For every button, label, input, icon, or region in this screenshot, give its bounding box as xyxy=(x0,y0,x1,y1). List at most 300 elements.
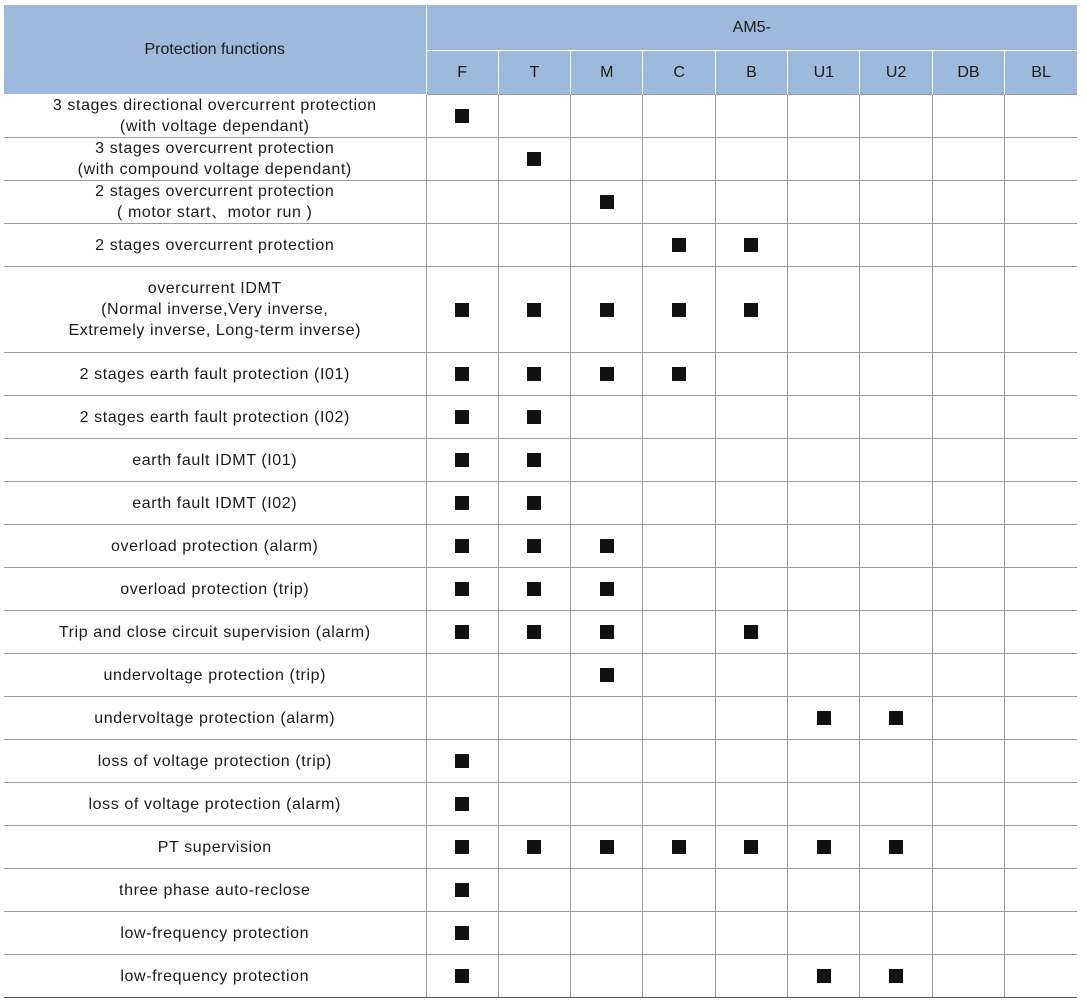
model-cell-f xyxy=(426,740,498,783)
supported-mark-icon xyxy=(527,582,541,596)
supported-mark-icon xyxy=(889,969,903,983)
function-name-line: 3 stages overcurrent protection xyxy=(95,140,335,157)
table-row xyxy=(4,482,1077,525)
model-cell-t xyxy=(498,611,570,654)
model-cell-bl xyxy=(1005,869,1077,912)
model-cell-t xyxy=(498,869,570,912)
model-cell-u2 xyxy=(860,267,932,353)
supported-mark-icon xyxy=(455,410,469,424)
function-name-line: 2 stages overcurrent protection xyxy=(95,236,335,254)
function-name-cell xyxy=(4,740,426,783)
function-name-line: three phase auto-reclose xyxy=(119,881,311,899)
supported-mark-icon xyxy=(744,840,758,854)
supported-mark-icon xyxy=(455,840,469,854)
supported-mark-icon xyxy=(527,367,541,381)
model-cell-c xyxy=(643,482,715,525)
supported-mark-icon xyxy=(600,668,614,682)
supported-mark-icon xyxy=(455,539,469,553)
model-cell-bl xyxy=(1005,654,1077,697)
supported-mark-icon xyxy=(889,711,903,725)
model-cell-b xyxy=(715,568,787,611)
model-cell-u1 xyxy=(788,95,860,138)
model-cell-db xyxy=(932,568,1004,611)
model-cell-m xyxy=(571,95,643,138)
model-cell-c xyxy=(643,697,715,740)
model-cell-db xyxy=(932,955,1004,998)
table-row xyxy=(4,525,1077,568)
supported-mark-icon xyxy=(817,711,831,725)
model-cell-f xyxy=(426,439,498,482)
model-cell-bl xyxy=(1005,482,1077,525)
supported-mark-icon xyxy=(455,883,469,897)
supported-mark-icon xyxy=(455,625,469,639)
table-row xyxy=(4,267,1077,353)
function-name-line: 2 stages earth fault protection (I01) xyxy=(79,365,350,383)
model-cell-c xyxy=(643,740,715,783)
model-cell-f xyxy=(426,267,498,353)
model-cell-db xyxy=(932,783,1004,826)
model-cell-b xyxy=(715,955,787,998)
model-cell-c xyxy=(643,568,715,611)
function-name-line: (with compound voltage dependant) xyxy=(77,161,352,178)
model-group-header: AM5- xyxy=(426,5,1077,51)
table-row xyxy=(4,181,1077,224)
model-cell-u2 xyxy=(860,482,932,525)
model-cell-b xyxy=(715,267,787,353)
model-header-u1: U1 xyxy=(788,51,860,95)
function-name-line: (Normal inverse,Very inverse, xyxy=(101,301,329,318)
model-cell-f xyxy=(426,783,498,826)
supported-mark-icon xyxy=(600,539,614,553)
model-cell-f xyxy=(426,912,498,955)
function-name-cell xyxy=(4,525,426,568)
function-name-cell xyxy=(4,482,426,525)
model-cell-db xyxy=(932,482,1004,525)
model-cell-bl xyxy=(1005,224,1077,267)
model-cell-m xyxy=(571,826,643,869)
model-cell-bl xyxy=(1005,912,1077,955)
supported-mark-icon xyxy=(455,926,469,940)
model-cell-u2 xyxy=(860,396,932,439)
function-name-cell xyxy=(4,353,426,396)
supported-mark-icon xyxy=(527,453,541,467)
model-header-u2: U2 xyxy=(860,51,932,95)
model-cell-bl xyxy=(1005,138,1077,181)
model-cell-t xyxy=(498,955,570,998)
model-cell-c xyxy=(643,95,715,138)
model-cell-u1 xyxy=(788,482,860,525)
supported-mark-icon xyxy=(600,367,614,381)
model-cell-u2 xyxy=(860,95,932,138)
supported-mark-icon xyxy=(744,625,758,639)
model-cell-f xyxy=(426,224,498,267)
model-cell-bl xyxy=(1005,568,1077,611)
model-cell-db xyxy=(932,740,1004,783)
model-cell-bl xyxy=(1005,267,1077,353)
model-cell-u2 xyxy=(860,353,932,396)
model-cell-u1 xyxy=(788,869,860,912)
model-cell-bl xyxy=(1005,955,1077,998)
supported-mark-icon xyxy=(527,539,541,553)
table-body xyxy=(4,95,1077,998)
model-cell-b xyxy=(715,654,787,697)
model-cell-b xyxy=(715,482,787,525)
table-row xyxy=(4,912,1077,955)
function-name-line: earth fault IDMT (I01) xyxy=(132,451,298,469)
model-cell-u1 xyxy=(788,697,860,740)
supported-mark-icon xyxy=(527,625,541,639)
function-name-line: loss of voltage protection (alarm) xyxy=(88,795,341,813)
model-cell-f xyxy=(426,568,498,611)
table-row xyxy=(4,568,1077,611)
model-cell-m xyxy=(571,267,643,353)
model-cell-db xyxy=(932,267,1004,353)
function-name-cell xyxy=(4,396,426,439)
model-cell-t xyxy=(498,783,570,826)
model-cell-t xyxy=(498,396,570,439)
function-name-line: overload protection (alarm) xyxy=(111,537,319,555)
supported-mark-icon xyxy=(889,840,903,854)
function-name-cell xyxy=(4,181,426,224)
model-cell-u2 xyxy=(860,869,932,912)
supported-mark-icon xyxy=(817,840,831,854)
model-header-f: F xyxy=(426,51,498,95)
model-cell-b xyxy=(715,826,787,869)
model-cell-u1 xyxy=(788,224,860,267)
model-cell-bl xyxy=(1005,740,1077,783)
model-cell-m xyxy=(571,955,643,998)
model-cell-m xyxy=(571,568,643,611)
function-name-cell xyxy=(4,267,426,353)
model-cell-u1 xyxy=(788,740,860,783)
model-cell-u1 xyxy=(788,181,860,224)
model-cell-u2 xyxy=(860,740,932,783)
table-row xyxy=(4,654,1077,697)
model-cell-c xyxy=(643,869,715,912)
model-cell-b xyxy=(715,181,787,224)
model-header-db: DB xyxy=(932,51,1004,95)
model-cell-t xyxy=(498,697,570,740)
function-name-line: 2 stages overcurrent protection xyxy=(95,183,335,200)
table-row xyxy=(4,353,1077,396)
model-cell-m xyxy=(571,912,643,955)
model-cell-c xyxy=(643,138,715,181)
model-cell-u2 xyxy=(860,912,932,955)
model-cell-f xyxy=(426,95,498,138)
supported-mark-icon xyxy=(527,496,541,510)
function-name-line: earth fault IDMT (I02) xyxy=(132,494,298,512)
model-cell-bl xyxy=(1005,697,1077,740)
model-cell-b xyxy=(715,224,787,267)
function-name-line: overload protection (trip) xyxy=(120,580,310,598)
model-cell-t xyxy=(498,482,570,525)
function-name-line: Extremely inverse, Long-term inverse) xyxy=(68,322,361,339)
model-cell-f xyxy=(426,826,498,869)
table-row xyxy=(4,138,1077,181)
model-cell-db xyxy=(932,181,1004,224)
model-cell-m xyxy=(571,224,643,267)
supported-mark-icon xyxy=(600,195,614,209)
model-cell-bl xyxy=(1005,525,1077,568)
model-cell-db xyxy=(932,869,1004,912)
model-header-bl: BL xyxy=(1005,51,1077,95)
model-cell-c xyxy=(643,181,715,224)
model-cell-u2 xyxy=(860,826,932,869)
model-cell-t xyxy=(498,525,570,568)
supported-mark-icon xyxy=(455,453,469,467)
model-cell-u2 xyxy=(860,654,932,697)
supported-mark-icon xyxy=(817,969,831,983)
model-cell-b xyxy=(715,439,787,482)
supported-mark-icon xyxy=(600,625,614,639)
table-row xyxy=(4,95,1077,138)
model-cell-f xyxy=(426,955,498,998)
table-row xyxy=(4,224,1077,267)
model-header-m: M xyxy=(571,51,643,95)
model-header-b: B xyxy=(715,51,787,95)
supported-mark-icon xyxy=(455,367,469,381)
model-cell-m xyxy=(571,783,643,826)
model-cell-db xyxy=(932,138,1004,181)
model-cell-bl xyxy=(1005,396,1077,439)
supported-mark-icon xyxy=(455,582,469,596)
function-name-line: 3 stages directional overcurrent protection xyxy=(52,97,377,114)
model-cell-b xyxy=(715,396,787,439)
model-cell-b xyxy=(715,138,787,181)
model-cell-m xyxy=(571,396,643,439)
table-header xyxy=(4,5,1077,95)
model-cell-m xyxy=(571,869,643,912)
model-cell-f xyxy=(426,869,498,912)
model-cell-t xyxy=(498,267,570,353)
function-name-line: low-frequency protection xyxy=(120,967,310,985)
function-name-line: ( motor start、motor run ) xyxy=(117,204,313,221)
supported-mark-icon xyxy=(455,754,469,768)
function-name-cell xyxy=(4,783,426,826)
model-cell-db xyxy=(932,826,1004,869)
model-cell-c xyxy=(643,353,715,396)
model-cell-m xyxy=(571,439,643,482)
table-row xyxy=(4,955,1077,998)
function-name-line: overcurrent IDMT xyxy=(147,280,282,297)
model-cell-b xyxy=(715,353,787,396)
model-cell-t xyxy=(498,654,570,697)
model-cell-db xyxy=(932,439,1004,482)
model-cell-b xyxy=(715,740,787,783)
model-cell-bl xyxy=(1005,95,1077,138)
model-cell-b xyxy=(715,697,787,740)
function-name-line: 2 stages earth fault protection (I02) xyxy=(79,408,350,426)
model-cell-bl xyxy=(1005,353,1077,396)
function-name-line: PT supervision xyxy=(157,838,272,856)
model-cell-db xyxy=(932,697,1004,740)
model-cell-u1 xyxy=(788,955,860,998)
function-name-line: Trip and close circuit supervision (alarm) xyxy=(58,623,371,641)
supported-mark-icon xyxy=(455,303,469,317)
model-cell-t xyxy=(498,826,570,869)
model-cell-u1 xyxy=(788,396,860,439)
model-cell-m xyxy=(571,138,643,181)
model-cell-m xyxy=(571,740,643,783)
table-row xyxy=(4,826,1077,869)
model-cell-u1 xyxy=(788,525,860,568)
supported-mark-icon xyxy=(455,797,469,811)
model-cell-c xyxy=(643,267,715,353)
model-cell-m xyxy=(571,353,643,396)
model-cell-t xyxy=(498,138,570,181)
model-cell-f xyxy=(426,611,498,654)
model-cell-u1 xyxy=(788,826,860,869)
supported-mark-icon xyxy=(672,303,686,317)
model-cell-f xyxy=(426,396,498,439)
model-cell-m xyxy=(571,482,643,525)
function-name-cell xyxy=(4,697,426,740)
model-cell-f xyxy=(426,525,498,568)
model-cell-db xyxy=(932,396,1004,439)
supported-mark-icon xyxy=(527,840,541,854)
model-cell-db xyxy=(932,611,1004,654)
model-cell-m xyxy=(571,654,643,697)
model-cell-t xyxy=(498,740,570,783)
protection-functions-header: Protection functions xyxy=(4,5,426,95)
model-cell-u2 xyxy=(860,955,932,998)
supported-mark-icon xyxy=(527,410,541,424)
function-name-cell xyxy=(4,568,426,611)
function-name-line: undervoltage protection (trip) xyxy=(103,666,327,684)
model-cell-t xyxy=(498,568,570,611)
function-name-cell xyxy=(4,224,426,267)
model-header-c: C xyxy=(643,51,715,95)
model-cell-c xyxy=(643,611,715,654)
model-cell-c xyxy=(643,826,715,869)
model-cell-b xyxy=(715,525,787,568)
model-cell-c xyxy=(643,439,715,482)
model-cell-f xyxy=(426,181,498,224)
supported-mark-icon xyxy=(744,303,758,317)
function-name-line: undervoltage protection (alarm) xyxy=(94,709,336,727)
function-name-cell xyxy=(4,955,426,998)
model-cell-db xyxy=(932,525,1004,568)
model-cell-u2 xyxy=(860,138,932,181)
model-cell-u2 xyxy=(860,224,932,267)
model-cell-u2 xyxy=(860,611,932,654)
model-cell-f xyxy=(426,138,498,181)
model-cell-b xyxy=(715,912,787,955)
supported-mark-icon xyxy=(672,367,686,381)
model-cell-bl xyxy=(1005,611,1077,654)
model-header-t: T xyxy=(498,51,570,95)
model-cell-c xyxy=(643,224,715,267)
model-cell-u2 xyxy=(860,568,932,611)
model-cell-m xyxy=(571,611,643,654)
model-cell-u2 xyxy=(860,697,932,740)
model-cell-t xyxy=(498,95,570,138)
model-cell-u1 xyxy=(788,138,860,181)
function-name-line: (with voltage dependant) xyxy=(119,118,310,135)
model-cell-b xyxy=(715,95,787,138)
table-row xyxy=(4,740,1077,783)
table-row xyxy=(4,697,1077,740)
model-cell-db xyxy=(932,654,1004,697)
table-row xyxy=(4,396,1077,439)
protection-functions-table xyxy=(4,5,1077,998)
supported-mark-icon xyxy=(600,582,614,596)
model-cell-db xyxy=(932,95,1004,138)
model-cell-db xyxy=(932,912,1004,955)
function-name-cell xyxy=(4,826,426,869)
table-row xyxy=(4,611,1077,654)
model-cell-m xyxy=(571,181,643,224)
table-row xyxy=(4,869,1077,912)
supported-mark-icon xyxy=(672,840,686,854)
model-cell-u2 xyxy=(860,439,932,482)
model-cell-bl xyxy=(1005,439,1077,482)
function-name-line: low-frequency protection xyxy=(120,924,310,942)
supported-mark-icon xyxy=(455,109,469,123)
model-cell-f xyxy=(426,654,498,697)
model-cell-t xyxy=(498,439,570,482)
model-cell-f xyxy=(426,353,498,396)
function-name-line: loss of voltage protection (trip) xyxy=(97,752,332,770)
model-cell-c xyxy=(643,396,715,439)
model-cell-u1 xyxy=(788,267,860,353)
model-cell-u1 xyxy=(788,353,860,396)
model-cell-u2 xyxy=(860,525,932,568)
function-name-cell xyxy=(4,912,426,955)
model-cell-db xyxy=(932,353,1004,396)
model-cell-u1 xyxy=(788,439,860,482)
supported-mark-icon xyxy=(744,238,758,252)
model-cell-c xyxy=(643,525,715,568)
function-name-cell xyxy=(4,654,426,697)
model-cell-u1 xyxy=(788,783,860,826)
model-cell-t xyxy=(498,224,570,267)
model-cell-u2 xyxy=(860,783,932,826)
function-name-cell xyxy=(4,138,426,181)
model-cell-c xyxy=(643,783,715,826)
model-cell-u1 xyxy=(788,912,860,955)
model-cell-u1 xyxy=(788,654,860,697)
model-cell-bl xyxy=(1005,826,1077,869)
model-cell-u1 xyxy=(788,611,860,654)
model-cell-b xyxy=(715,783,787,826)
table-row xyxy=(4,783,1077,826)
supported-mark-icon xyxy=(600,303,614,317)
model-cell-t xyxy=(498,353,570,396)
model-cell-b xyxy=(715,611,787,654)
model-cell-f xyxy=(426,697,498,740)
supported-mark-icon xyxy=(672,238,686,252)
model-cell-u1 xyxy=(788,568,860,611)
model-cell-m xyxy=(571,525,643,568)
supported-mark-icon xyxy=(455,969,469,983)
function-name-cell xyxy=(4,611,426,654)
table-row xyxy=(4,439,1077,482)
model-cell-c xyxy=(643,912,715,955)
model-cell-m xyxy=(571,697,643,740)
supported-mark-icon xyxy=(600,840,614,854)
model-cell-c xyxy=(643,955,715,998)
function-name-cell xyxy=(4,439,426,482)
supported-mark-icon xyxy=(527,303,541,317)
model-cell-bl xyxy=(1005,783,1077,826)
model-cell-b xyxy=(715,869,787,912)
model-cell-c xyxy=(643,654,715,697)
model-cell-u2 xyxy=(860,181,932,224)
model-cell-f xyxy=(426,482,498,525)
supported-mark-icon xyxy=(455,496,469,510)
model-cell-db xyxy=(932,224,1004,267)
